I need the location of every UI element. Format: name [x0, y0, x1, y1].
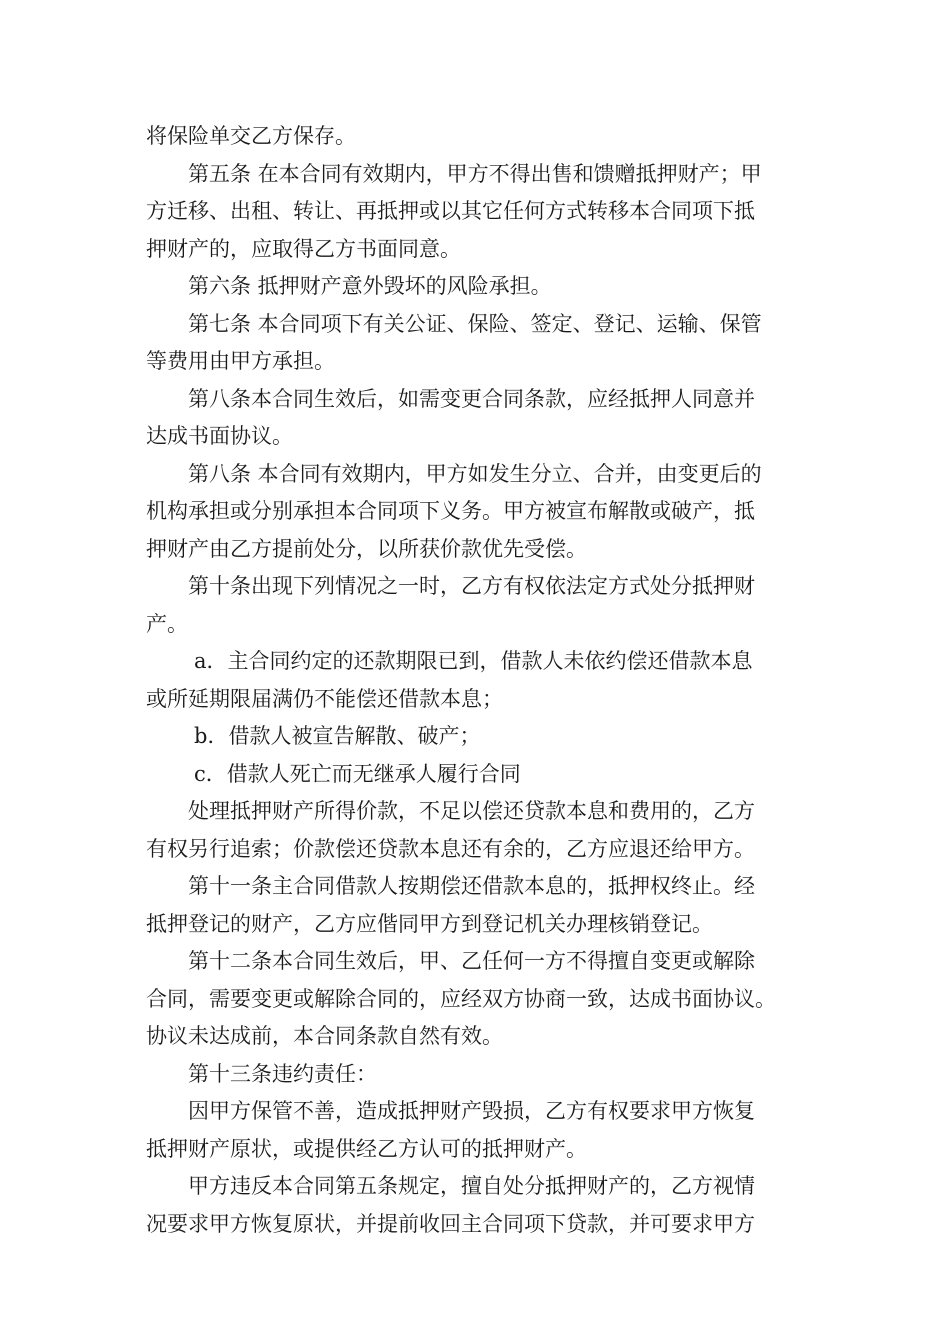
paragraph-article-6	[146, 268, 814, 306]
text-line: 达成书面协议。	[146, 424, 293, 448]
list-item-b	[146, 718, 814, 756]
paragraph-article-5	[146, 156, 814, 269]
contract-text	[146, 118, 814, 1243]
paragraph-article-8b	[146, 456, 814, 569]
text-line: 合同，需要变更或解除合同的，应经双方协商一致，达成书面协议。	[146, 986, 776, 1011]
paragraph-continuation	[146, 118, 814, 156]
text-line: 第十条出现下列情况之一时，乙方有权依法定方式处分抵押财	[188, 574, 755, 598]
paragraph-liability-1	[146, 1093, 814, 1168]
list-item-c	[146, 756, 814, 794]
text-line: 抵押登记的财产，乙方应偕同甲方到登记机关办理核销登记。	[146, 911, 713, 936]
text-line: 甲方违反本合同第五条规定，擅自处分抵押财产的，乙方视情	[188, 1174, 755, 1198]
text-line: 第七条 本合同项下有关公证、保险、签定、登记、运输、保管	[188, 311, 762, 336]
text-line: 处理抵押财产所得价款，不足以偿还贷款本息和费用的，乙方	[188, 799, 755, 823]
paragraph-article-11	[146, 868, 814, 943]
text-line: 第八条 本合同有效期内，甲方如发生分立、合并，由变更后的	[188, 461, 762, 486]
paragraph-liability-2	[146, 1168, 814, 1243]
paragraph-article-10	[146, 568, 814, 643]
text-line: 有权另行追索；价款偿还贷款本息还有余的，乙方应退还给甲方。	[146, 836, 755, 861]
text-line: 第五条 在本合同有效期内，甲方不得出售和馈赠抵押财产；甲	[188, 161, 762, 186]
paragraph-article-7	[146, 306, 814, 381]
text-line: b．借款人被宣告解散、破产；	[194, 724, 481, 748]
text-line: 押财产由乙方提前处分，以所获价款优先受偿。	[146, 536, 587, 561]
paragraph-article-8a	[146, 381, 814, 456]
text-line: 产。	[146, 611, 188, 636]
paragraph-article-12	[146, 943, 814, 1056]
list-item-a	[146, 643, 814, 718]
text-line: 抵押财产原状，或提供经乙方认可的抵押财产。	[146, 1136, 587, 1161]
text-line: 第十二条本合同生效后，甲、乙任何一方不得擅自变更或解除	[188, 949, 755, 973]
text-line: 机构承担或分别承担本合同项下义务。甲方被宣布解散或破产，抵	[146, 499, 755, 523]
text-line: 因甲方保管不善，造成抵押财产毁损，乙方有权要求甲方恢复	[188, 1099, 755, 1123]
text-line: 第六条 抵押财产意外毁坏的风险承担。	[188, 274, 552, 298]
text-line: 方迁移、出租、转让、再抵押或以其它任何方式转移本合同项下抵	[146, 199, 755, 223]
text-line: 第十一条主合同借款人按期偿还借款本息的，抵押权终止。经	[188, 874, 755, 898]
text-line: 第八条本合同生效后，如需变更合同条款，应经抵押人同意并	[188, 386, 755, 411]
text-line: 押财产的，应取得乙方书面同意。	[146, 236, 461, 261]
text-line: 等费用由甲方承担。	[146, 349, 335, 373]
text-line: 第十三条违约责任：	[188, 1061, 377, 1086]
paragraph-article-13	[146, 1056, 814, 1094]
text-line: a．主合同约定的还款期限已到，借款人未依约偿还借款本息	[194, 649, 753, 673]
text-line: 协议未达成前，本合同条款自然有效。	[146, 1024, 503, 1048]
text-line: 况要求甲方恢复原状，并提前收回主合同项下贷款，并可要求甲方	[146, 1211, 755, 1236]
text-line: 或所延期限届满仍不能偿还借款本息；	[146, 686, 503, 711]
paragraph-proceeds	[146, 793, 814, 868]
text-line: 将保险单交乙方保存。	[146, 124, 356, 148]
text-line: c．借款人死亡而无继承人履行合同	[194, 761, 521, 786]
